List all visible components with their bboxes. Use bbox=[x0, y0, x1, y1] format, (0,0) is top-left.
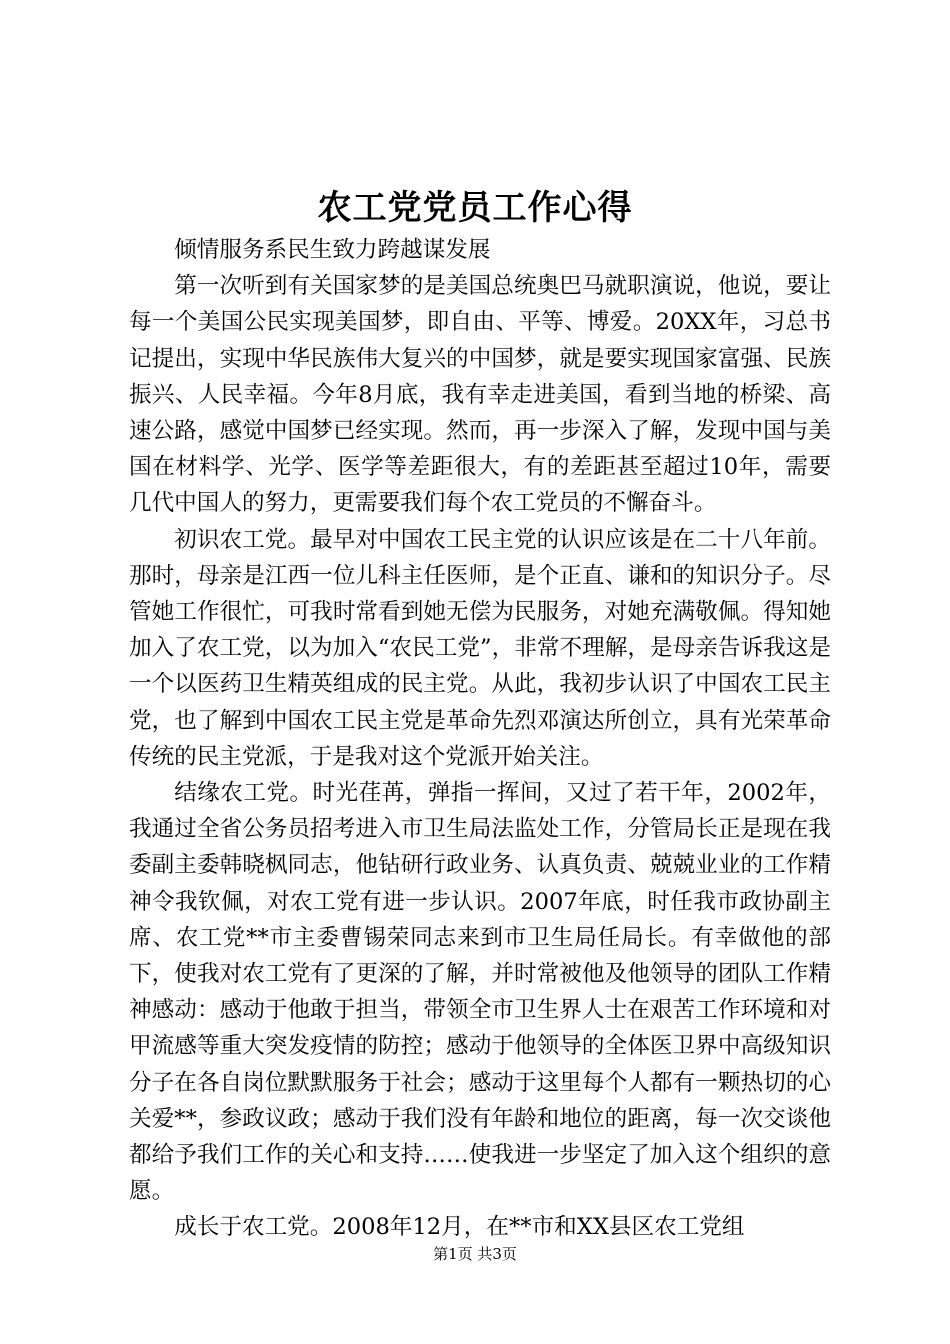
body-paragraph: 初识农工党。最早对中国农工民主党的认识应该是在二十八年前。那时，母亲是江西一位儿科主任医师，是个正直、谦和的知识分子。尽管她工作很忙，可我时常看到她无偿为民服务，对她充满敬佩。得知她加入了农工党，以为加入“农民工党”，非常不理解，是母亲告诉我这是一个以医药卫生精英组成的民主党。从此，我初步认识了中国农工民主党，也了解到中国农工民主党是革命先烈邓演达所创立，具有光荣革命传统的民主党派，于是我对这个党派开始关注。 bbox=[129, 526, 831, 770]
body-paragraph: 结缘农工党。时光荏苒，弹指一挥间，又过了若干年，2002年，我通过全省公务员招考进入市卫生局法监处工作，分管局长正是现在我委副主委韩晓枫同志，他钻研行政业务、认真负责、兢兢业业的工作精神令我钦佩，对农工党有进一步认识。2007年底，时任我市政协副主席、农工党**市主委曹锡荣同志来到市卫生局任局长。有幸做他的部下，使我对农工党有了更深的了解，并时常被他及他领导的团队工作精神感动：感动于他敢于担当，带领全市卫生界人士在艰苦工作环境和对甲流感等重大突发疫情的防控；感动于他领导的全体医卫界中高级知识分子在各自岗位默默服务于社会；感动于这里每个人都有一颗热切的心关爱**，参政议政；感动于我们没有年龄和地位的距离，每一次交谈他都给予我们工作的关心和支持……使我进一步坚定了加入这个组织的意愿。 bbox=[129, 780, 831, 1205]
page-footer: 第1页 共3页 bbox=[433, 1245, 517, 1263]
body-paragraph: 成长于农工党。2008年12月，在**市和XX县区农工党组 bbox=[174, 1214, 745, 1241]
body-paragraph: 第一次听到有关国家梦的是美国总统奥巴马就职演说，他说，要让每一个美国公民实现美国梦，即自由、平等、博爱。20XX年，习总书记提出，实现中华民族伟大复兴的中国梦，就是要实现国家富强、民族振兴、人民幸福。今年8月底，我有幸走进美国，看到当地的桥梁、高速公路，感觉中国梦已经实现。然而，再一步深入了解，发现中国与美国在材料学、光学、医学等差距很大，有的差距甚至超过10年，需要几代中国人的努力，更需要我们每个农工党员的不懈奋斗。 bbox=[129, 273, 831, 517]
document-title: 农工党党员工作心得 bbox=[317, 188, 633, 228]
document-body bbox=[129, 232, 831, 1246]
document-subtitle: 倾情服务系民生致力跨越谋发展 bbox=[174, 237, 491, 263]
